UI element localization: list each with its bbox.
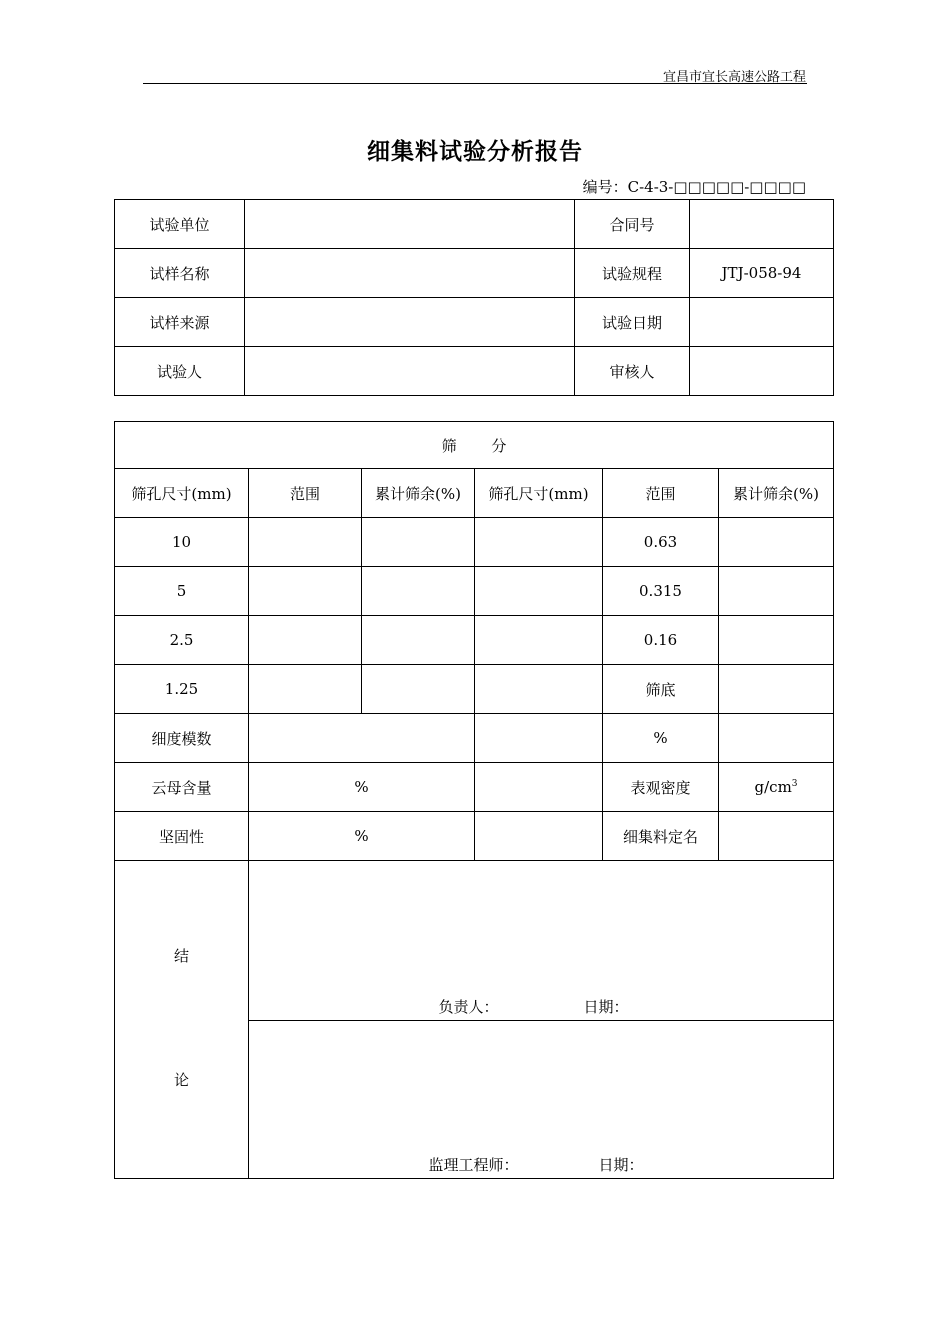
tester-field[interactable] [245, 347, 575, 396]
test-date-label: 试验日期 [575, 298, 690, 347]
column-header: 筛孔尺寸(mm) [115, 469, 249, 518]
blank-cell[interactable] [475, 812, 603, 861]
doc-number [500, 176, 806, 197]
table-row [115, 347, 834, 396]
column-header: 范围 [249, 469, 362, 518]
reviewer-field[interactable] [690, 347, 834, 396]
sieve-section-title: 筛 分 [115, 422, 834, 469]
table-header-row [115, 469, 834, 518]
table-row [115, 567, 834, 616]
column-header: 累计筛余(%) [719, 469, 834, 518]
column-header: 筛孔尺寸(mm) [475, 469, 603, 518]
table-row [115, 200, 834, 249]
date-label: 日期： [598, 1156, 644, 1174]
test-spec-value: JTJ-058-94 [690, 249, 834, 298]
column-header: 范围 [603, 469, 719, 518]
sieve-table [114, 421, 834, 1179]
soundness-field[interactable]: % [249, 812, 475, 861]
test-spec-label: 试验规程 [575, 249, 690, 298]
sample-name-field[interactable] [245, 249, 575, 298]
table-row [115, 861, 834, 1021]
cumulative-retained-cell[interactable] [362, 567, 475, 616]
sieve-size-cell: 1.25 [115, 665, 249, 714]
soundness-label: 坚固性 [115, 812, 249, 861]
table-row [115, 665, 834, 714]
responsible-person-label: 负责人： [438, 998, 499, 1016]
cumulative-retained-cell[interactable] [719, 567, 834, 616]
sieve-size-cell: 2.5 [115, 616, 249, 665]
table-row [115, 518, 834, 567]
contract-no-label: 合同号 [575, 200, 690, 249]
conclusion-label [115, 861, 249, 1179]
aggregate-naming-field[interactable] [719, 812, 834, 861]
range-cell[interactable] [249, 665, 362, 714]
doc-number-value: C-4-3-□□□□□-□□□□ [627, 178, 806, 196]
table-row [115, 714, 834, 763]
table-row [115, 422, 834, 469]
sieve-size-cell[interactable] [475, 567, 603, 616]
doc-number-label: 编号： [582, 178, 628, 196]
contract-no-field[interactable] [690, 200, 834, 249]
density-unit: g/cm [754, 778, 792, 796]
density-unit-sup: 3 [791, 779, 798, 789]
cumulative-retained-cell[interactable] [362, 616, 475, 665]
sieve-size-cell[interactable] [475, 518, 603, 567]
tester-label: 试验人 [115, 347, 245, 396]
apparent-density-label: 表观密度 [603, 763, 719, 812]
test-date-field[interactable] [690, 298, 834, 347]
sample-source-field[interactable] [245, 298, 575, 347]
conclusion-label-top: 结 [173, 947, 189, 965]
sieve-size-cell[interactable] [475, 616, 603, 665]
sieve-size-cell: 5 [115, 567, 249, 616]
page-title: 细集料试验分析报告 [367, 138, 583, 165]
supervisor-opinion-field[interactable] [249, 1021, 834, 1179]
table-row [115, 763, 834, 812]
range-cell: 筛底 [603, 665, 719, 714]
sample-source-label: 试样来源 [115, 298, 245, 347]
conclusion-label-bottom: 论 [173, 1071, 189, 1089]
sample-name-label: 试样名称 [115, 249, 245, 298]
reviewer-label: 审核人 [575, 347, 690, 396]
supervisor-label: 监理工程师： [428, 1156, 519, 1174]
range-cell[interactable] [249, 616, 362, 665]
test-unit-label: 试验单位 [115, 200, 245, 249]
sieve-size-cell: 10 [115, 518, 249, 567]
column-header: 累计筛余(%) [362, 469, 475, 518]
aggregate-naming-label: 细集料定名 [603, 812, 719, 861]
conclusion-field[interactable] [249, 861, 834, 1021]
range-cell[interactable] [249, 518, 362, 567]
mica-content-field[interactable]: % [249, 763, 475, 812]
percent-unit: % [603, 714, 719, 763]
table-row [115, 616, 834, 665]
cumulative-retained-cell[interactable] [719, 518, 834, 567]
date-label: 日期： [583, 998, 629, 1016]
header-project-name: 宜昌市宜长高速公路工程 [662, 70, 806, 85]
cumulative-retained-cell[interactable] [362, 665, 475, 714]
range-cell: 0.16 [603, 616, 719, 665]
range-cell[interactable] [249, 567, 362, 616]
table-row [115, 249, 834, 298]
blank-cell[interactable] [475, 763, 603, 812]
sieve-size-cell[interactable] [475, 665, 603, 714]
fineness-modulus-label: 细度模数 [115, 714, 249, 763]
fineness-modulus-field[interactable] [249, 714, 475, 763]
blank-cell[interactable] [719, 714, 834, 763]
mica-content-label: 云母含量 [115, 763, 249, 812]
cumulative-retained-cell[interactable] [719, 665, 834, 714]
apparent-density-field[interactable] [719, 763, 834, 812]
test-unit-field[interactable] [245, 200, 575, 249]
table-row [115, 298, 834, 347]
range-cell: 0.315 [603, 567, 719, 616]
blank-cell[interactable] [475, 714, 603, 763]
table-row [115, 812, 834, 861]
cumulative-retained-cell[interactable] [719, 616, 834, 665]
header-divider [143, 83, 807, 84]
cumulative-retained-cell[interactable] [362, 518, 475, 567]
info-table [114, 199, 834, 396]
range-cell: 0.63 [603, 518, 719, 567]
